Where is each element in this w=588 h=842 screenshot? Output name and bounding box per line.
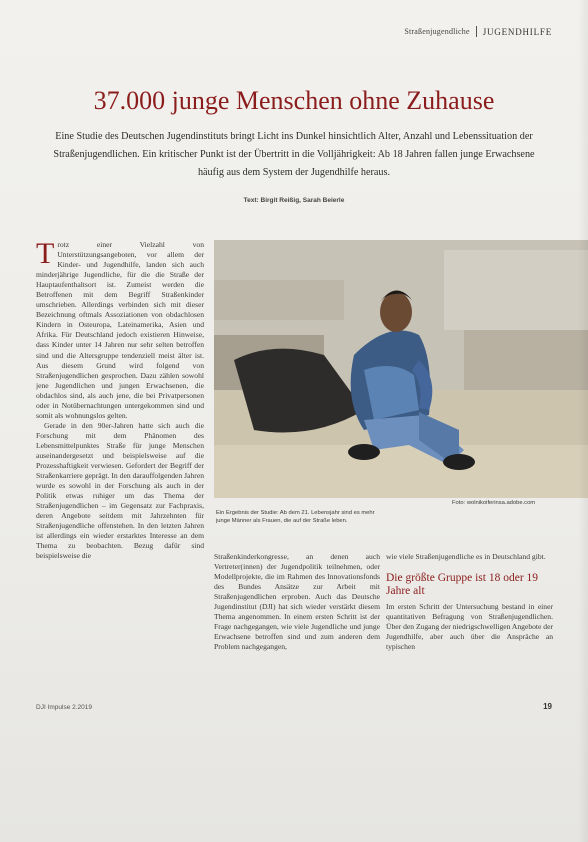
photo-illustration	[214, 240, 588, 498]
paragraph-4: wie viele Straßenjugendliche es in Deutschland gibt.	[386, 552, 546, 561]
section-header	[404, 26, 552, 37]
drop-cap: T	[36, 240, 55, 270]
photo-caption	[216, 509, 436, 525]
article-lead: Eine Studie des Deutschen Jugendinstituts bringt Licht ins Dunkel hinsichtlich Alter, Anzahl und Lebenssituation der Straßenjugendlichen. Ein kritischer Punkt ist der Übertritt in die Volljährigkeit: Ab 18 Jahren fallen junge Erwachsene häufig aus dem System der Jugendhilfe heraus.	[53, 131, 535, 178]
header-category: Straßenjugendliche	[404, 27, 470, 36]
page-number: 19	[543, 702, 552, 711]
header-divider	[476, 26, 477, 37]
photo-credit: Foto: wolnikoiferinsa.adobe.com	[452, 500, 536, 506]
text-column-3	[386, 552, 553, 652]
page-edge-shadow	[578, 0, 588, 842]
article-title: 37.000 junge Menschen ohne Zuhause	[93, 86, 495, 115]
paragraph-3: Straßenkinderkongresse, an denen auch Vertreter(innen) der Jugendpolitik teilnehmen, oder Modellprojekte, die im Rahmen des Innovationsfonds des Bundes Ansätze zur Arbeit mit Straßenjugendlichen erproben. Auch das Deutsche Jugendinstitut (DJI) hat sich wieder verstärkt diesem Thema angenommen. In einem ersten Schritt ist der Frage nachgegangen, wie viele Jugendliche und junge Erwachsene betroffen sind und zum anderen dem Problem nachgegangen,	[214, 552, 380, 652]
text-column-1	[36, 240, 204, 680]
paragraph-2: Gerade in den 90er-Jahren hatte sich auch die Forschung mit dem Phänomen des Lebensmittelpunktes Straße für junge Menschen auseinandergesetzt und beispielsweise auf die Prozesshaftigkeit verwiesen. Gefordert der Begriff der Straßenkarriere geprägt. In den darauffolgenden Jahren wurde es sowohl in der Forschung als auch in der Politik etwas ruhiger um das Thema der Straßenjugendlichen – im Gegensatz zur Fachpraxis, deren Angebote seitdem mit Jahrzehnten für Straßenjugendliche offenstehen. In den letzten Jahren ist allerdings ein wieder erstarktes Interesse an dem Thema zu beobachten. Bezug dafür sind beispielsweise die	[36, 420, 204, 561]
caption-line-1: Ein Ergebnis der Studie: Ab dem 21. Lebensjahr sind es mehr	[216, 510, 375, 516]
subheading: Die größte Gruppe ist 18 oder 19 Jahre alt	[386, 572, 539, 597]
paragraph-5: Im ersten Schritt der Untersuchung bestand in einer quantitativen Befragung von Straßenjugendlichen. Über den Zugang der niedrigschwelligen Angebote der Jugendhilfe, aber auch über die Anspräche an typischen	[386, 602, 554, 652]
text-column-2	[214, 552, 380, 652]
paragraph-1: rotz einer Vielzahl von Unterstützungsangeboten, vor allem der Kinder- und Jugendhilfe, landen sich auch minderjährige Jugendliche, für die die Straße der Hauptaufenthaltsort ist. Zumeist werden die Betroffenen mit dem Begriff Straßenkinder umschrieben. Allerdings verbinden sich mit dieser Bezeichnung oftmals Assoziationen von obdachlosen Kindern in Osteuropa, Lateinamerika, Asien und Afrika. Für Deutschland jedoch existieren Hinweise, dass Kinder unter 14 Jahren nur sehr selten betroffen sind und die Altersgruppe tendenziell meist älter ist. Aus diesem Grund wird folgend von Straßenjugendlichen gesprochen. Dazu zählen sowohl jene Jugendlichen und jungen Erwachsenen, die obdachlos sind, als auch jene, die bei Privatpersonen oder in Notübernachtungen untergekommen sind und somit als wohnungslos gelten.	[36, 240, 204, 420]
header-section: JUGENDHILFE	[482, 26, 552, 37]
article-photo	[214, 240, 588, 498]
caption-line-2: junge Männer als Frauen, die auf der Straße leben.	[216, 518, 348, 524]
article-author: Text: Birgit Reißig, Sarah Beierle	[243, 197, 345, 204]
issue-label: DJI Impulse 2.2019	[36, 704, 93, 711]
